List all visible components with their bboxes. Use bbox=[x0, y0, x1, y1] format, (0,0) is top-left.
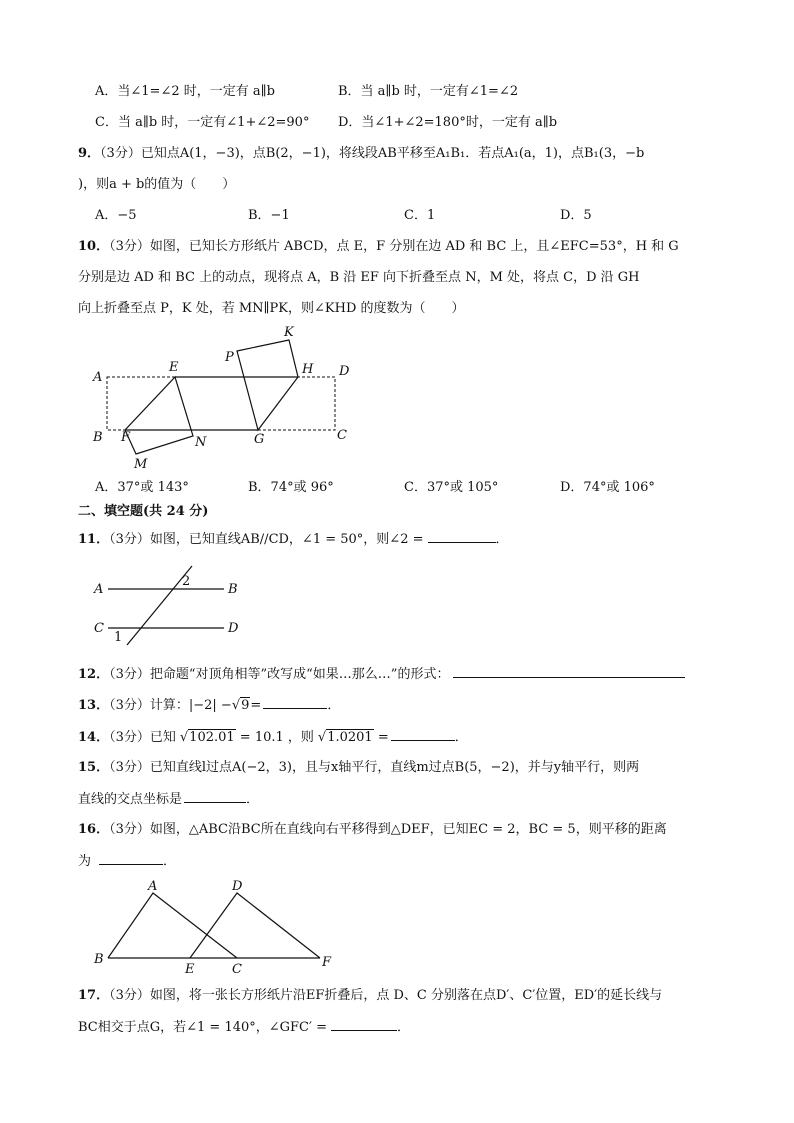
q14-radicand-2: 1.0201 bbox=[327, 730, 373, 745]
q8-option-c: C．当 a∥b 时，一定有∠1+∠2=90° bbox=[95, 115, 310, 130]
q15-text: （3分）已知直线l过点A(−2，3)，且与x轴平行，直线m过点B(5，−2)，并与y轴平行，则两 bbox=[109, 760, 640, 775]
q8-option-d: D．当∠1+∠2=180°时，一定有 a∥b bbox=[338, 115, 558, 130]
q11-label-c: C bbox=[94, 621, 104, 636]
q12-number: 12． bbox=[78, 667, 110, 682]
q13-text: （3分）计算：|−2| − bbox=[109, 698, 232, 713]
q16-triangle-abc bbox=[108, 893, 237, 958]
q17-text-2: BC相交于点G，若∠1 = 140°，∠GFC′ = bbox=[78, 1020, 327, 1035]
q10-label-b: B bbox=[93, 430, 103, 445]
q9-option-b: B．−1 bbox=[248, 208, 290, 223]
q14-middle: = 10.1 ，则 bbox=[235, 730, 314, 745]
q15-text-2: 直线的交点坐标是 bbox=[78, 792, 183, 807]
q17-answer-blank[interactable] bbox=[331, 1017, 397, 1031]
q10-label-a: A bbox=[93, 370, 103, 385]
q14-equals: = bbox=[373, 730, 389, 745]
q10-option-c: C．37°或 105° bbox=[404, 480, 499, 495]
q10-text: （3分）如图，已知长方形纸片 ABCD，点 E，F 分别在边 AD 和 BC 上，且∠EFC=53°，H 和 G bbox=[109, 239, 679, 254]
q16-label-d: D bbox=[232, 879, 243, 894]
q9-option-a: A．−5 bbox=[95, 208, 137, 223]
q10-label-p: P bbox=[225, 350, 234, 365]
q10-label-f: F bbox=[121, 430, 131, 445]
q9-stem-line2: )，则a + b的值为（ ） bbox=[78, 177, 236, 192]
q10-label-c: C bbox=[337, 428, 347, 443]
q10-label-h: H bbox=[302, 362, 314, 377]
q10-option-b: B．74°或 96° bbox=[248, 480, 334, 495]
q16-label-f: F bbox=[322, 955, 332, 970]
q16-text-2: 为 bbox=[78, 854, 92, 869]
q10-label-m: M bbox=[134, 457, 148, 472]
q10-number: 10． bbox=[78, 239, 110, 254]
sqrt-icon: √ bbox=[317, 730, 327, 745]
q15-number: 15． bbox=[78, 760, 110, 775]
q16-triangle-def bbox=[190, 893, 320, 958]
q10-label-k: K bbox=[284, 325, 294, 340]
q10-option-a: A．37°或 143° bbox=[95, 480, 189, 495]
q16-number: 16． bbox=[78, 822, 110, 837]
q12-text: （3分）把命题“对顶角相等”改写成“如果…那么…”的形式： bbox=[109, 667, 450, 682]
q11-text: （3分）如图，已知直线AB//CD，∠1 = 50°，则∠2 = bbox=[109, 532, 424, 547]
q14-radicand-1: 102.01 bbox=[189, 730, 235, 745]
q16-text: （3分）如图，△ABC沿BC所在直线向右平移得到△DEF，已知EC = 2，BC = 5，则平移的距离 bbox=[109, 822, 667, 837]
q9-number: 9． bbox=[78, 146, 101, 161]
q10-label-g: G bbox=[254, 432, 265, 447]
q11-label-d: D bbox=[228, 621, 239, 636]
q17-end: ． bbox=[396, 1020, 410, 1035]
q10-label-n: N bbox=[195, 435, 207, 450]
q11-label-b: B bbox=[228, 582, 238, 597]
q10-label-e: E bbox=[169, 360, 179, 375]
q17-stem-line1 bbox=[78, 986, 662, 1006]
q9-option-d: D．5 bbox=[560, 208, 592, 223]
q10-stem-line2: 分别是边 AD 和 BC 上的动点，现将点 A，B 沿 EF 向下折叠至点 N，M 处，将点 C，D 沿 GH bbox=[78, 270, 640, 285]
q10-label-d: D bbox=[339, 364, 350, 379]
q14-end: ． bbox=[454, 730, 468, 745]
q8-option-a: A．当∠1=∠2 时，一定有 a∥b bbox=[95, 84, 275, 99]
section-title-fill-in: 二、填空题(共 24 分) bbox=[78, 504, 209, 519]
q17-number: 17． bbox=[78, 988, 110, 1003]
q9-option-c: C．1 bbox=[404, 208, 436, 223]
q9-text: （3分）已知点A(1，−3)，点B(2，−1)，将线段AB平移至A₁B₁．若点A₁(a，1)，点B₁(3，−b bbox=[100, 146, 645, 161]
q14-text: （3分）已知 bbox=[109, 730, 176, 745]
q17-text: （3分）如图，将一张长方形纸片沿EF折叠后，点 D、C 分别落在点D′、C′位置，ED′的延长线与 bbox=[109, 988, 663, 1003]
q13-radicand: 9 bbox=[241, 698, 250, 713]
q16-end: ． bbox=[163, 854, 177, 869]
q13-number: 13． bbox=[78, 698, 110, 713]
q16-label-a: A bbox=[148, 879, 158, 894]
q13-equals: = bbox=[250, 698, 262, 713]
q11-angle-1: 1 bbox=[114, 630, 123, 645]
q17-stem-line2 bbox=[78, 1017, 410, 1038]
q16-label-c: C bbox=[232, 962, 242, 977]
q14-number: 14． bbox=[78, 730, 110, 745]
q11-end: ． bbox=[495, 532, 509, 547]
q11-label-a: A bbox=[94, 582, 104, 597]
q16-label-b: B bbox=[94, 952, 104, 967]
q16-label-e: E bbox=[185, 962, 195, 977]
sqrt-icon: √ bbox=[179, 730, 189, 745]
q11-number: 11． bbox=[78, 532, 110, 547]
q10-option-d: D．74°或 106° bbox=[560, 480, 655, 495]
q13-end: ． bbox=[327, 698, 341, 713]
q10-stem-line3: 向上折叠至点 P，K 处，若 MN∥PK，则∠KHD 的度数为（ ） bbox=[78, 301, 465, 316]
q15-end: ． bbox=[246, 792, 260, 807]
q8-option-b: B．当 a∥b 时，一定有∠1=∠2 bbox=[338, 84, 519, 99]
q11-angle-2: 2 bbox=[182, 574, 191, 589]
sqrt-icon: √ bbox=[231, 698, 241, 713]
